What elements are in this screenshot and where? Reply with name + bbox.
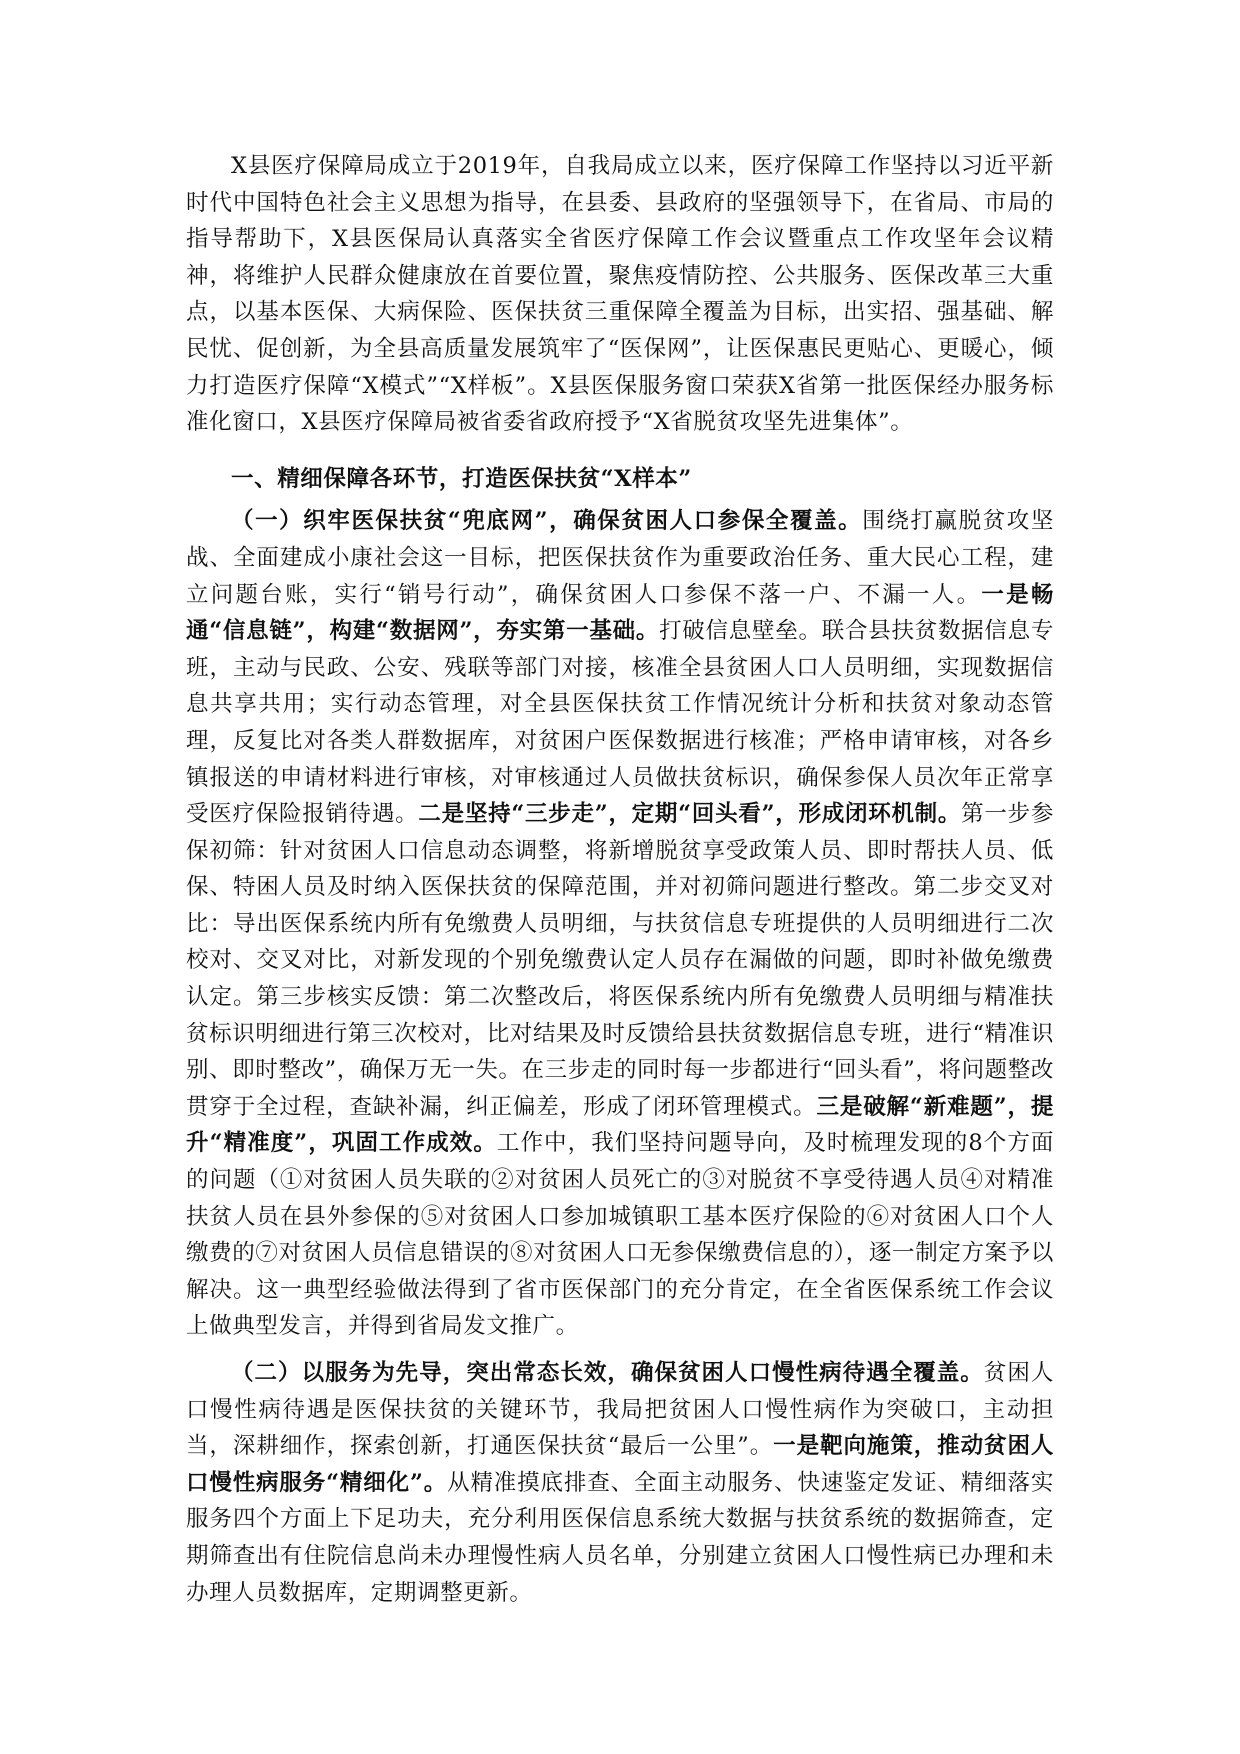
point-two-bold: 二是坚持“三步走”，定期“回头看”，形成闭环机制。 — [418, 801, 962, 828]
paragraph-poverty-insurance-coverage — [186, 503, 1054, 1345]
paragraph-text: 围绕打赢脱贫攻坚战、全面建成小康社会这一目标，把医保扶贫作为重要政治任务、重大民心工程，建立问题台账，实行“销号行动”，确保贫困人口参保不落一户、不漏一人。 — [186, 508, 1054, 608]
point-one-bold: 一是靶向施策，推动贫困人口慢性病服务“精细化”。 — [186, 1433, 1054, 1496]
document-page — [186, 148, 1054, 1611]
section-heading-1: 一、精细保障各环节，打造医保扶贫“X样本” — [231, 465, 692, 492]
intro-text: X县医疗保障局成立于2019年，自我局成立以来，医疗保障工作坚持以习近平新时代中国特色社会主义思想为指导，在县委、县政府的坚强领导下，在省局、市局的指导帮助下，X县医保局认真落实全省医疗保障工作会议暨重点工作攻坚年会议精神，将维护人民群众健康放在首要位置，聚焦疫情防控、公共服务、医保改革三大重点，以基本医保、大病保险、医保扶贫三重保障全覆盖为目标，出实招、强基础、解民忧、促创新，为全县高质量发展筑牢了“医保网”，让医保惠民更贴心、更暖心，倾力打造医疗保障“X模式”“X样板”。X县医保服务窗口荣获X省第一批医保经办服务标准化窗口，X县医疗保障局被省委省政府授予“X省脱贫攻坚先进集体”。 — [186, 153, 1054, 436]
paragraph-text: 第一步参保初筛：针对贫困人口信息动态调整，将新增脱贫享受政策人员、即时帮扶人员、低保、特困人员及时纳入医保扶贫的保障范围，并对初筛问题进行整改。第二步交叉对比：导出医保系统内所有免缴费人员明细，与扶贫信息专班提供的人员明细进行二次校对、交叉对比，对新发现的个别免缴费认定人员存在漏做的问题，即时补做免缴费认定。第三步核实反馈：第二次整改后，将医保系统内所有免缴费人员明细与精准扶贫标识明细进行第三次校对，比对结果及时反馈给县扶贫数据信息专班，进行“精准识别、即时整改”，确保万无一失。在三步走的同时每一步都进行“回头看”，将问题整改贯穿于全过程，查缺补漏，纠正偏差，形成了闭环管理模式。 — [186, 801, 1054, 1120]
paragraph-chronic-disease-coverage — [186, 1355, 1054, 1611]
paragraph-lead-bold: （一）织牢医保扶贫“兜底网”，确保贫困人口参保全覆盖。 — [231, 508, 863, 535]
point-three-bold: 三是破解“新难题”，提升“精准度”，巩固工作成效。 — [186, 1093, 1055, 1157]
paragraph-text: 贫困人口慢性病待遇是医保扶贫的关键环节，我局把贫困人口慢性病作为突破口，主动担当，深耕细作，探索创新，打通医保扶贫“最后一公里”。 — [186, 1360, 1054, 1460]
paragraph-text: 从精准摸底排查、全面主动服务、快速鉴定发证、精细落实服务四个方面上下足功夫，充分利用医保信息系统大数据与扶贫系统的数据筛查，定期筛查出有住院信息尚未办理慢性病人员名单，分别建立贫困人口慢性病已办理和未办理人员数据库，定期调整更新。 — [186, 1469, 1054, 1606]
paragraph-text: 打破信息壁垒。联合县扶贫数据信息专班，主动与民政、公安、残联等部门对接，核准全县贫困人口人员明细，实现数据信息共享共用；实行动态管理，对全县医保扶贫工作情况统计分析和扶贫对象动态管理，反复比对各类人群数据库，对贫困户医保数据进行核准；严格申请审核，对各乡镇报送的申请材料进行审核，对审核通过人员做扶贫标识，确保参保人员次年正常享受医疗保险报销待遇。 — [186, 618, 1055, 828]
point-one-bold: 一是畅通“信息链”，构建“数据网”，夯实第一基础。 — [186, 581, 1054, 645]
paragraph-text: 工作中，我们坚持问题导向，及时梳理发现的8个方面的问题（①对贫困人员失联的②对贫困人员死亡的③对脱贫不享受待遇人员④对精准扶贫人员在县外参保的⑤对贫困人口参加城镇职工基本医疗保险的⑥对贫困人口个人缴费的⑦对贫困人员信息错误的⑧对贫困人口无参保缴费信息的），逐一制定方案予以解决。这一典型经验做法得到了省市医保部门的充分肯定，在全省医保系统工作会议上做典型发言，并得到省局发文推广。 — [186, 1130, 1054, 1340]
intro-paragraph — [186, 148, 1054, 441]
paragraph-lead-bold: （二）以服务为先导，突出常态长效，确保贫困人口慢性病待遇全覆盖。 — [231, 1360, 984, 1386]
